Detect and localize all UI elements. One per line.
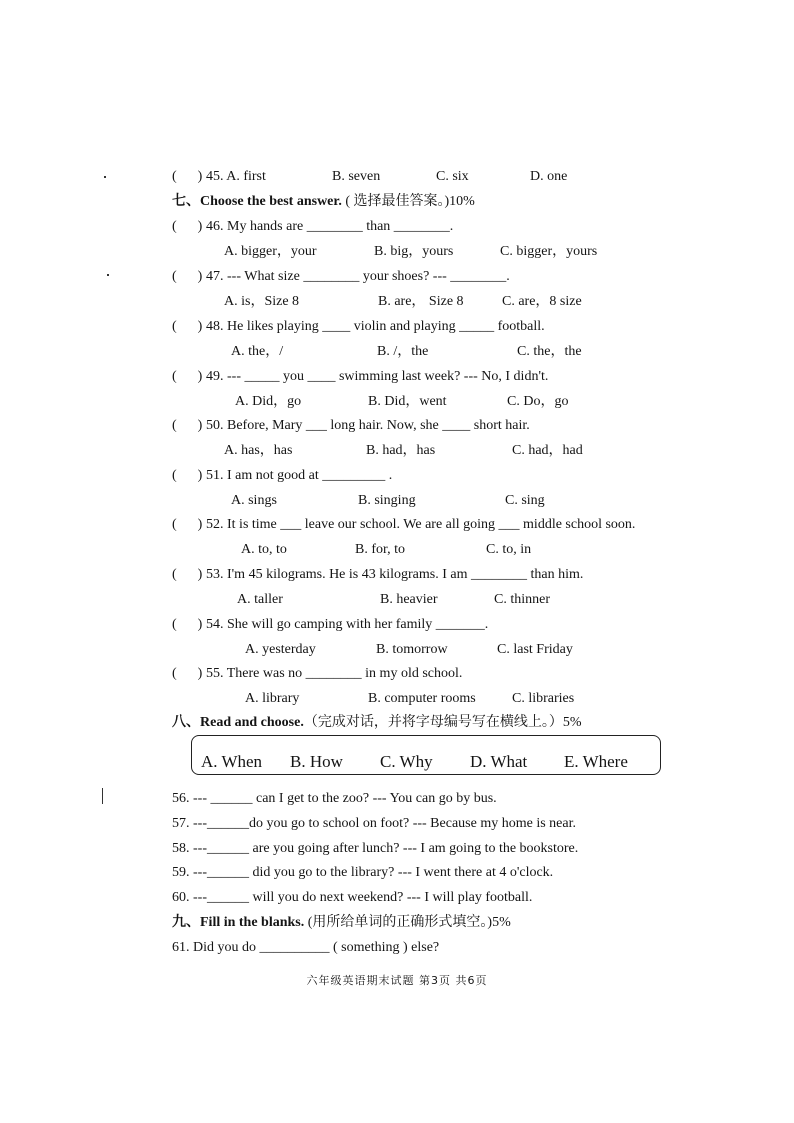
q49-answer-paren[interactable]: ( ) (172, 369, 203, 384)
q57-text: 57. ---______do you go to school on foot? --- Because my home is near. (172, 816, 576, 831)
q53-answer-paren[interactable]: ( ) (172, 567, 203, 582)
q50-option-c: C. had，had (512, 443, 583, 458)
q49-text: 49. --- _____ you ____ swimming last week? --- No, I didn't. (206, 369, 549, 384)
q47-text: 47. --- What size ________ your shoes? --- ________. (206, 269, 510, 284)
q51-answer-paren[interactable]: ( ) (172, 468, 203, 483)
q48-option-c: C. the，the (517, 344, 582, 359)
scan-speck (102, 788, 103, 804)
q47-option-c: C. are，8 size (502, 294, 582, 309)
section-9-title: 九、Fill in the blanks. (172, 915, 305, 930)
q45-option-b: B. seven (332, 169, 381, 184)
q50-text: 50. Before, Mary ___ long hair. Now, she ____ short hair. (206, 418, 530, 433)
q51-option-b: B. singing (358, 493, 416, 508)
q53-option-c: C. thinner (494, 592, 550, 607)
choice-e: E. Where (564, 752, 628, 771)
q46-option-a: A. bigger，your (224, 244, 317, 259)
q46-text: 46. My hands are ________ than ________. (206, 219, 454, 234)
q49-option-a: A. Did，go (235, 394, 302, 409)
q60-text: 60. ---______ will you do next weekend? --- I will play football. (172, 890, 533, 905)
q53-option-b: B. heavier (380, 592, 438, 607)
q49-option-c: C. Do，go (507, 394, 569, 409)
q52-option-c: C. to, in (486, 542, 532, 557)
q55-option-c: C. libraries (512, 691, 575, 706)
q45-answer-paren[interactable]: ( ) (172, 169, 203, 184)
q55-option-b: B. computer rooms (368, 691, 476, 706)
q61-text: 61. Did you do __________ ( something ) else? (172, 940, 440, 955)
q46-option-b: B. big，yours (374, 244, 454, 259)
scan-speck (104, 176, 106, 178)
q48-option-b: B. /，the (377, 344, 429, 359)
q46-answer-paren[interactable]: ( ) (172, 219, 203, 234)
section-8-title: 八、Read and choose. (172, 715, 304, 730)
q53-text: 53. I'm 45 kilograms. He is 43 kilograms. I am ________ than him. (206, 567, 584, 582)
q49-option-b: B. Did，went (368, 394, 447, 409)
section-9-heading (172, 914, 511, 932)
choice-d: D. What (470, 752, 528, 771)
section-7-title: 七、Choose the best answer. (172, 194, 342, 209)
q51-option-a: A. sings (231, 493, 277, 508)
q50-answer-paren[interactable]: ( ) (172, 418, 203, 433)
q51-text: 51. I am not good at _________ . (206, 468, 393, 483)
q45-text: 45. A. first (206, 169, 266, 184)
q45-option-d: D. one (530, 169, 568, 184)
q54-text: 54. She will go camping with her family _______. (206, 617, 489, 632)
q55-answer-paren[interactable]: ( ) (172, 666, 203, 681)
q52-option-b: B. for, to (355, 542, 405, 557)
q50-option-b: B. had，has (366, 443, 436, 458)
choice-b: B. How (290, 752, 343, 771)
q48-answer-paren[interactable]: ( ) (172, 319, 203, 334)
scan-speck (107, 274, 109, 276)
q54-option-c: C. last Friday (497, 642, 573, 657)
section-8-heading (172, 714, 582, 732)
section-7-heading (172, 193, 475, 211)
choice-c: C. Why (380, 752, 433, 771)
q52-option-a: A. to, to (241, 542, 287, 557)
q48-text: 48. He likes playing ____ violin and playing _____ football. (206, 319, 545, 334)
q52-answer-paren[interactable]: ( ) (172, 517, 203, 532)
q52-text: 52. It is time ___ leave our school. We are all going ___ middle school soon. (206, 517, 636, 532)
section-9-hint: (用所给单词的正确形式填空。)5% (307, 915, 511, 930)
q48-option-a: A. the，/ (231, 344, 284, 359)
q46-option-c: C. bigger，yours (500, 244, 598, 259)
section-7-hint: ( 选择最佳答案。)10% (345, 194, 475, 209)
q54-answer-paren[interactable]: ( ) (172, 617, 203, 632)
q56-text: 56. --- ______ can I get to the zoo? --- You can go by bus. (172, 791, 497, 806)
q58-text: 58. ---______ are you going after lunch? --- I am going to the bookstore. (172, 841, 579, 856)
q47-option-a: A. is，Size 8 (224, 294, 300, 309)
q55-option-a: A. library (245, 691, 300, 706)
q54-option-a: A. yesterday (245, 642, 316, 657)
q45-option-c: C. six (436, 169, 469, 184)
section-8-hint: （完成对话，并将字母编号写在横线上。）5% (303, 715, 582, 730)
q55-text: 55. There was no ________ in my old school. (206, 666, 463, 681)
q47-answer-paren[interactable]: ( ) (172, 269, 203, 284)
q47-option-b: B. are， Size 8 (378, 294, 464, 309)
q50-option-a: A. has，has (224, 443, 293, 458)
q53-option-a: A. taller (237, 592, 283, 607)
q54-option-b: B. tomorrow (376, 642, 448, 657)
q51-option-c: C. sing (505, 493, 545, 508)
page-footer: 六年级英语期末试题 第3页 共6页 (306, 974, 488, 987)
q59-text: 59. ---______ did you go to the library? --- I went there at 4 o'clock. (172, 865, 554, 880)
choice-a: A. When (201, 752, 263, 771)
